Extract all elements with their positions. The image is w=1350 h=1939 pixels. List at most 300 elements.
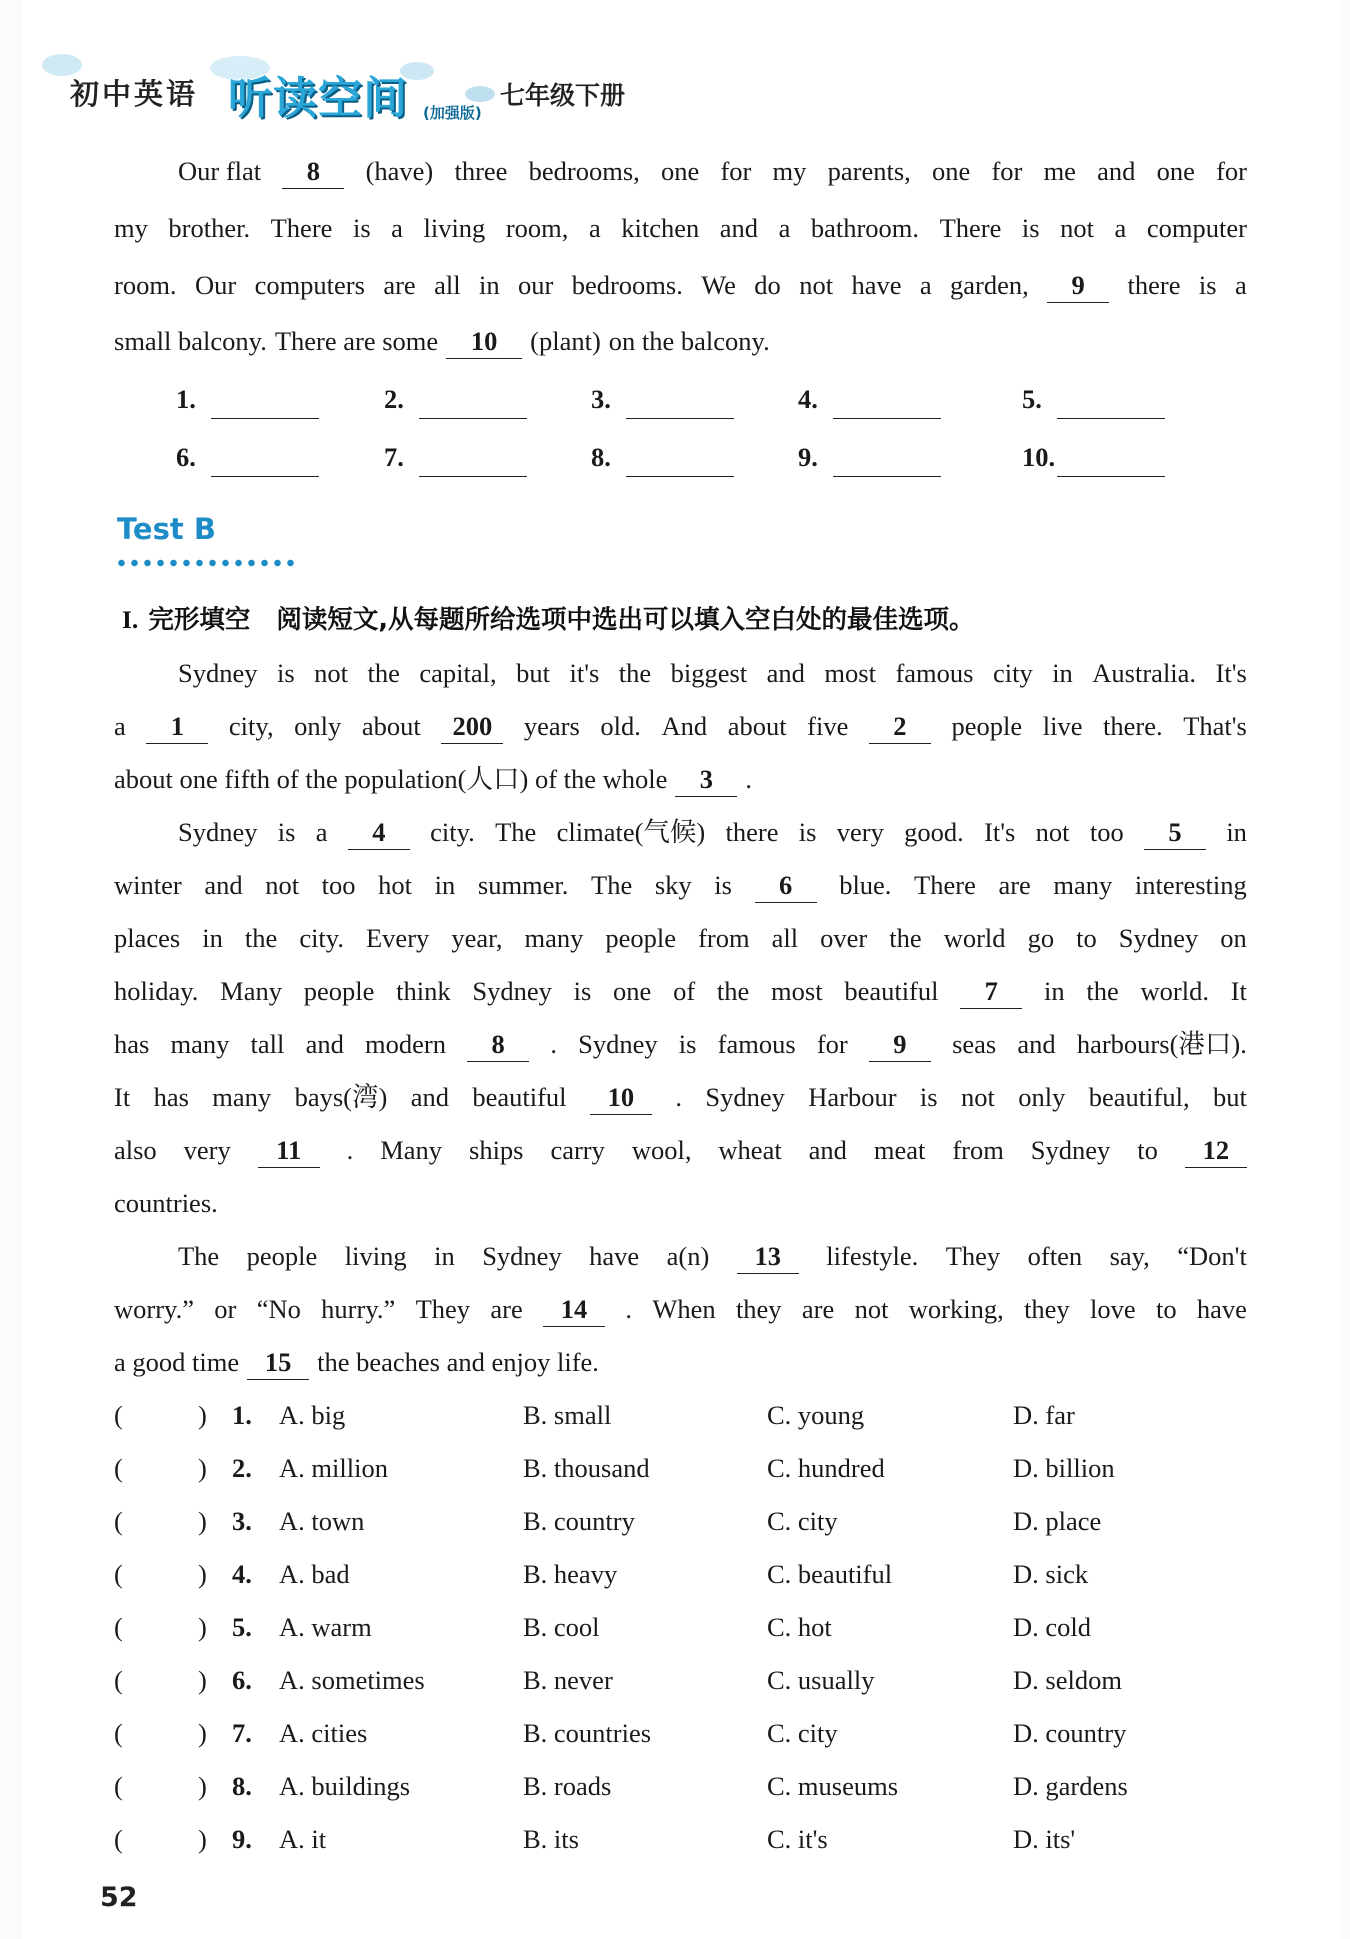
option-a: A. it <box>279 1824 327 1854</box>
word: worry.” <box>114 1294 194 1324</box>
paren-open[interactable]: ( <box>114 1665 123 1695</box>
word: only <box>1018 1082 1066 1112</box>
answer-label: 5. <box>1022 384 1042 414</box>
blank-9: 9 <box>869 1029 931 1062</box>
passage-b-line <box>114 762 1247 797</box>
word: beautiful <box>844 976 939 1006</box>
word: also <box>114 1135 157 1165</box>
question-number: 7. <box>232 1718 252 1748</box>
word: one <box>660 156 700 186</box>
answer-label: 8. <box>591 442 611 472</box>
word: summer. <box>477 870 569 900</box>
paren-open[interactable]: ( <box>114 1612 123 1642</box>
word: is <box>1021 213 1040 243</box>
passage-b-line <box>114 868 1247 903</box>
option-c: C. city <box>767 1506 838 1536</box>
word: living <box>344 1241 407 1271</box>
blank-8: 8 <box>467 1029 529 1062</box>
option-a: A. million <box>279 1453 388 1483</box>
word: are <box>998 870 1031 900</box>
paren-close: ) <box>198 1612 207 1642</box>
option-a: A. town <box>279 1506 365 1536</box>
word: seas <box>952 1029 997 1059</box>
word: Many <box>220 976 282 1006</box>
option-b: B. small <box>523 1400 612 1430</box>
word: but <box>516 658 550 688</box>
word: It <box>1230 976 1247 1006</box>
word: many <box>524 923 584 953</box>
word: climate(气候) <box>556 817 706 847</box>
passage-a-line <box>114 324 1247 359</box>
option-row <box>114 1559 1264 1599</box>
word: world. <box>1140 976 1209 1006</box>
word: sky <box>654 870 692 900</box>
dotted-divider <box>115 558 297 568</box>
word: for <box>816 1029 848 1059</box>
word: and <box>1017 1029 1056 1059</box>
word: Every <box>366 923 430 953</box>
answer-label: 1. <box>176 384 196 414</box>
answer-label: 6. <box>176 442 196 472</box>
word: have <box>851 270 902 300</box>
word: from <box>698 923 750 953</box>
word: a <box>315 817 328 847</box>
word: is <box>678 1029 697 1059</box>
word: a <box>919 270 932 300</box>
option-row <box>114 1453 1264 1493</box>
word: wheat <box>718 1135 782 1165</box>
paren-close: ) <box>198 1453 207 1483</box>
word: blue. <box>839 870 892 900</box>
instruction <box>122 600 975 636</box>
option-c: C. hundred <box>767 1453 885 1483</box>
word: computer <box>1146 213 1247 243</box>
option-d: D. place <box>1013 1506 1102 1536</box>
word: my <box>114 213 148 243</box>
word: computers <box>254 270 365 300</box>
word: in <box>478 270 500 300</box>
option-row <box>114 1718 1264 1758</box>
word: in <box>434 870 456 900</box>
word: one <box>931 156 971 186</box>
word: living <box>423 213 486 243</box>
blank-5: 5 <box>1144 817 1206 850</box>
word: only <box>294 711 342 741</box>
word: kitchen <box>621 213 700 243</box>
word: a <box>588 213 601 243</box>
word: ships <box>469 1135 524 1165</box>
word: is <box>798 817 817 847</box>
answer-blank[interactable] <box>1057 476 1165 477</box>
word: all <box>771 923 799 953</box>
cloud-decoration <box>465 86 495 102</box>
word: over <box>820 923 868 953</box>
word: a(n) <box>666 1241 710 1271</box>
word: about one fifth of the population(人口) of the whole <box>114 764 668 794</box>
option-d: D. billion <box>1013 1453 1115 1483</box>
word: is <box>276 658 295 688</box>
answer-label: 7. <box>384 442 404 472</box>
word: not <box>854 1294 889 1324</box>
word: We <box>701 270 736 300</box>
word: a <box>1234 270 1247 300</box>
word: in <box>1044 976 1065 1006</box>
word: That's <box>1183 711 1247 741</box>
word: but <box>1212 1082 1247 1112</box>
option-c: C. beautiful <box>767 1559 893 1589</box>
answer-row <box>176 442 1256 482</box>
answer-blank[interactable] <box>833 418 941 419</box>
blank-7: 7 <box>960 976 1022 1009</box>
word: There <box>914 870 976 900</box>
word: years <box>523 711 580 741</box>
word: city <box>992 658 1033 688</box>
option-d: D. far <box>1013 1400 1075 1430</box>
word: for <box>1216 156 1247 186</box>
word: famous <box>895 658 974 688</box>
word: “Don't <box>1177 1241 1247 1271</box>
word: of <box>673 976 696 1006</box>
passage-a-line <box>114 211 1247 245</box>
passage-a-line <box>178 154 1247 189</box>
word: not <box>265 870 300 900</box>
option-a: A. sometimes <box>279 1665 425 1695</box>
word: holiday. <box>114 976 199 1006</box>
word: do <box>754 270 781 300</box>
word: It's <box>984 817 1016 847</box>
word: . <box>675 1082 682 1112</box>
answer-blank[interactable] <box>626 418 734 419</box>
paren-open[interactable]: ( <box>114 1559 123 1589</box>
passage-b-line <box>178 815 1247 850</box>
word: There <box>270 213 333 243</box>
word: a <box>391 213 403 243</box>
question-number: 6. <box>232 1665 252 1695</box>
option-b: B. never <box>523 1665 613 1695</box>
passage-b-line <box>114 1080 1247 1115</box>
word: It's <box>1215 658 1247 688</box>
word: It <box>114 1082 131 1112</box>
word: not <box>961 1082 995 1112</box>
word: about <box>727 711 787 741</box>
option-b: B. its <box>523 1824 579 1854</box>
word: (have) <box>365 156 434 186</box>
word: carry <box>550 1135 605 1165</box>
question-number: 8. <box>232 1771 252 1801</box>
word: The <box>178 1241 220 1271</box>
word: very <box>836 817 884 847</box>
word: and <box>204 870 243 900</box>
word: to <box>1137 1135 1158 1165</box>
question-number: 3. <box>232 1506 252 1536</box>
word: Our <box>194 270 237 300</box>
answer-label: 10. <box>1022 442 1056 472</box>
blank-200: 200 <box>441 711 503 744</box>
option-d: D. sick <box>1013 1559 1089 1589</box>
header-subject: 初中英语 <box>70 77 199 111</box>
answer-label: 9. <box>798 442 818 472</box>
word: is <box>573 976 592 1006</box>
word: famous <box>717 1029 796 1059</box>
paren-open[interactable]: ( <box>114 1718 123 1748</box>
word: hurry.” <box>321 1294 396 1324</box>
word: bedrooms, <box>528 156 640 186</box>
word: beautiful <box>472 1082 567 1112</box>
instruction-number: I. <box>122 605 139 634</box>
word: harbours(港口). <box>1076 1029 1247 1059</box>
word: a <box>1114 213 1127 243</box>
header <box>70 62 770 122</box>
page-number: 52 <box>100 1882 138 1913</box>
option-b: B. heavy <box>523 1559 618 1589</box>
passage-b-line <box>114 1186 1247 1220</box>
option-d: D. cold <box>1013 1612 1092 1642</box>
option-row <box>114 1506 1264 1546</box>
blank-6: 6 <box>755 870 817 903</box>
word: bedrooms. <box>571 270 683 300</box>
word: from <box>952 1135 1004 1165</box>
word: three <box>454 156 508 186</box>
word: city, <box>228 711 274 741</box>
blank-13: 13 <box>737 1241 799 1274</box>
option-c: C. it's <box>767 1824 828 1854</box>
option-row <box>114 1824 1264 1864</box>
word: the <box>716 976 750 1006</box>
paren-open[interactable]: ( <box>114 1771 123 1801</box>
word: The <box>495 817 537 847</box>
word: go <box>1027 923 1055 953</box>
word: and <box>719 213 759 243</box>
paren-close: ) <box>198 1824 207 1854</box>
word: they <box>735 1294 782 1324</box>
option-c: C. city <box>767 1718 838 1748</box>
word: Harbour <box>808 1082 897 1112</box>
word: capital, <box>419 658 497 688</box>
word: too <box>321 870 356 900</box>
blank-12: 12 <box>1185 1135 1247 1168</box>
word: very <box>183 1135 231 1165</box>
word: brother. <box>168 213 251 243</box>
word: in <box>202 923 223 953</box>
option-d: D. its' <box>1013 1824 1076 1854</box>
word: places <box>114 923 181 953</box>
word: the <box>367 658 400 688</box>
word: one <box>613 976 652 1006</box>
word: are <box>801 1294 835 1324</box>
word: in <box>1052 658 1073 688</box>
passage-b-line <box>114 1027 1247 1062</box>
word: one <box>1156 156 1195 186</box>
word: the <box>1086 976 1119 1006</box>
option-a: A. warm <box>279 1612 372 1642</box>
word: (plant) <box>530 326 601 356</box>
passage-b-line <box>114 1292 1247 1327</box>
word: not <box>1060 213 1094 243</box>
passage-b-line <box>178 1239 1247 1274</box>
word: Sydney <box>178 817 258 847</box>
word: good. <box>904 817 964 847</box>
blank-1: 1 <box>146 711 208 744</box>
word: Sydney <box>1030 1135 1111 1165</box>
word: . <box>346 1135 354 1165</box>
word: for <box>991 156 1023 186</box>
option-row <box>114 1612 1264 1652</box>
word: people <box>605 923 677 953</box>
word: a <box>778 213 791 243</box>
word: a <box>114 711 126 741</box>
word: many <box>212 1082 272 1112</box>
word: winter <box>114 870 182 900</box>
word: year, <box>451 923 503 953</box>
word: . <box>745 764 753 794</box>
word: the beaches and enjoy life. <box>317 1347 599 1377</box>
paren-close: ) <box>198 1559 207 1589</box>
option-b: B. thousand <box>523 1453 650 1483</box>
answer-label: 2. <box>384 384 404 414</box>
word: has <box>153 1082 189 1112</box>
blank-8: 8 <box>282 156 344 189</box>
option-a: A. bad <box>279 1559 350 1589</box>
word: are <box>383 270 416 300</box>
word: my <box>772 156 807 186</box>
header-edition: (加强版) <box>423 104 482 122</box>
word: have <box>1196 1294 1247 1324</box>
word: are <box>490 1294 523 1324</box>
word: Our flat <box>178 156 262 186</box>
passage-a-line <box>114 268 1247 303</box>
answer-blank[interactable] <box>833 476 941 477</box>
word: and <box>766 658 805 688</box>
option-a: A. big <box>279 1400 346 1430</box>
word: people <box>951 711 1023 741</box>
word: When <box>652 1294 716 1324</box>
word: to <box>1076 923 1097 953</box>
paren-open[interactable]: ( <box>114 1824 123 1854</box>
blank-4: 4 <box>348 817 410 850</box>
answer-blank[interactable] <box>1057 418 1165 419</box>
word: say, <box>1109 1241 1150 1271</box>
word: bays(湾) <box>294 1082 388 1112</box>
word: the <box>889 923 922 953</box>
word: not <box>799 270 834 300</box>
word: there <box>725 817 779 847</box>
word: the <box>618 658 652 688</box>
blank-9: 9 <box>1047 270 1109 303</box>
word: there. <box>1103 711 1163 741</box>
option-b: B. countries <box>523 1718 652 1748</box>
passage-b-line <box>114 1345 1247 1380</box>
word: old. <box>600 711 641 741</box>
blank-15: 15 <box>247 1347 309 1380</box>
word: Many <box>380 1135 443 1165</box>
word: and <box>410 1082 449 1112</box>
word: wool, <box>631 1135 692 1165</box>
word: too <box>1089 817 1124 847</box>
word: modern <box>365 1029 446 1059</box>
word: most <box>771 976 823 1006</box>
word: it's <box>569 658 600 688</box>
answer-blank[interactable] <box>419 418 527 419</box>
word: Sydney <box>482 1241 562 1271</box>
word: love <box>1090 1294 1136 1324</box>
word: most <box>824 658 876 688</box>
word: garden, <box>950 270 1029 300</box>
word: working, <box>908 1294 1004 1324</box>
word: interesting <box>1134 870 1247 900</box>
blank-10: 10 <box>590 1082 652 1115</box>
header-grade: 七年级下册 <box>500 81 626 110</box>
word: countries. <box>114 1188 218 1218</box>
test-b-title: Test B <box>117 512 216 546</box>
word: city. <box>299 923 344 953</box>
paren-close: ) <box>198 1665 207 1695</box>
word: There are some <box>274 326 439 356</box>
option-row <box>114 1771 1264 1811</box>
paren-open[interactable]: ( <box>114 1506 123 1536</box>
word: in <box>434 1241 455 1271</box>
answer-blank[interactable] <box>211 418 319 419</box>
option-a: A. cities <box>279 1718 368 1748</box>
word: on the balcony. <box>608 326 770 356</box>
word: Sydney <box>705 1082 785 1112</box>
word: five <box>807 711 849 741</box>
word: They <box>945 1241 1001 1271</box>
option-c: C. hot <box>767 1612 832 1642</box>
paren-open[interactable]: ( <box>114 1453 123 1483</box>
answer-blank[interactable] <box>626 476 734 477</box>
blank-10: 10 <box>446 326 522 359</box>
word: biggest <box>670 658 748 688</box>
word: bathroom. <box>810 213 920 243</box>
question-number: 2. <box>232 1453 252 1483</box>
word: not <box>1035 817 1070 847</box>
word: on <box>1220 923 1247 953</box>
blank-11: 11 <box>258 1135 320 1168</box>
word: often <box>1027 1241 1083 1271</box>
paren-close: ) <box>198 1400 207 1430</box>
word: world <box>943 923 1006 953</box>
word: there <box>1127 270 1181 300</box>
option-d: D. country <box>1013 1718 1127 1748</box>
question-number: 1. <box>232 1400 252 1430</box>
option-c: C. usually <box>767 1665 875 1695</box>
word: a good time <box>114 1347 240 1377</box>
word: and <box>808 1135 847 1165</box>
question-number: 5. <box>232 1612 252 1642</box>
answer-blank[interactable] <box>419 476 527 477</box>
paren-open[interactable]: ( <box>114 1400 123 1430</box>
word: people <box>303 976 375 1006</box>
answer-blank[interactable] <box>211 476 319 477</box>
blank-3: 3 <box>675 764 737 797</box>
word: they <box>1024 1294 1070 1324</box>
word: the <box>244 923 278 953</box>
paren-close: ) <box>198 1506 207 1536</box>
word: me <box>1043 156 1076 186</box>
option-c: C. museums <box>767 1771 899 1801</box>
word: is <box>919 1082 938 1112</box>
word: our <box>518 270 554 300</box>
option-b: B. cool <box>523 1612 600 1642</box>
word: is <box>714 870 732 900</box>
word: Sydney <box>472 976 552 1006</box>
word: think <box>396 976 451 1006</box>
option-a: A. buildings <box>279 1771 411 1801</box>
word: hot <box>378 870 413 900</box>
word: about <box>361 711 421 741</box>
word: have <box>589 1241 640 1271</box>
word: and <box>1097 156 1136 186</box>
